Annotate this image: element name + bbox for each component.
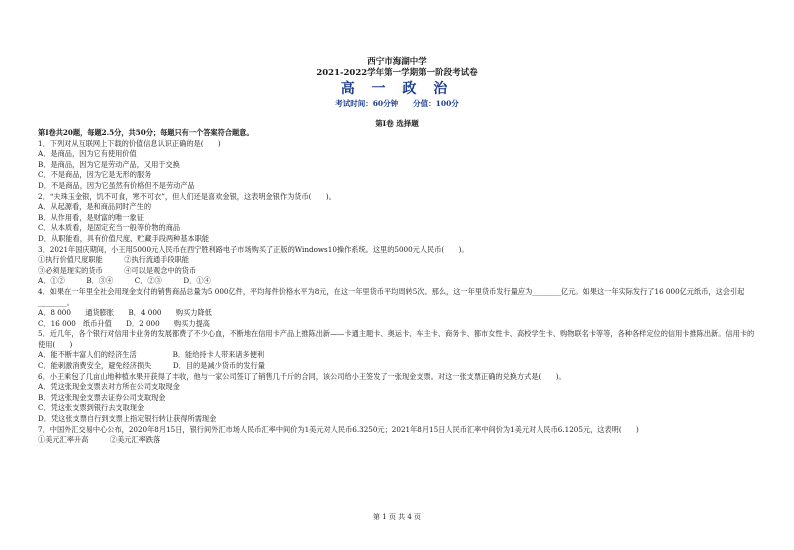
text-line: C．16 000 纸币升值 D．2 000 购买力提高 [38, 318, 210, 328]
school-name: 西宁市海湖中学 [367, 57, 427, 67]
text-line: D．凭这张支票自行到支票上指定银行转让获得所需现金 [38, 414, 217, 424]
text-line: 7．中国外汇交易中心公布，2020年8月15日，银行间外汇市场人民币汇率中间价为1美元对人民币6.3250元；2021年8月15日人民币汇率中间价为1美元对人民币6.1205元，这表明( ) [38, 424, 639, 434]
text-line: C．从本质看，是固定充当一般等价物的商品 [38, 223, 181, 233]
text-line: A．8 000 通货膨胀 B．4 000 购买力降低 [38, 308, 212, 318]
text-line: A．①② B．③④ C．②③ D．①④ [38, 276, 211, 286]
text-line: C．能刺激消费安全，避免经济损失 D．目的是减少货币的发行量 [38, 361, 265, 371]
text-line: A．能不断丰富人们的经济生活 B．能给持卡人带来诸多便利 [38, 350, 265, 360]
page-footer: 第 1 页 共 4 页 [372, 513, 422, 521]
text-line: B．是商品，因为它是劳动产品，又用于交换 [38, 159, 180, 169]
exam-title: 2021-2022学年第一学期第一阶段考试卷 [316, 68, 478, 78]
text-line: 2．“夫珠玉金银，饥不可食，寒不可衣”，但人们还是喜欢金银，这表明金银作为货币( )。 [38, 191, 336, 201]
text-line: 6．小王乘包了几亩山地种植水果开获得了丰收，他与一家公司签订了销售几千斤的合同，该公司给小王签发了一张现金支票。对这一张支票正确的兑换方式是( )。 [38, 371, 566, 381]
text-line: ③必须是现实的货币 ④可以是观念中的货币 [38, 265, 197, 275]
text-line: C．凭这张支票到银行去支取现金 [38, 403, 145, 413]
text-line: D．不是商品，因为它虽然有价格但不是劳动产品 [38, 180, 195, 190]
text-line: 5．近几年，各个银行对信用卡业务的发展都费了不少心血，不断地在信用卡产品上推陈出新——卡通主题卡、奥运卡、车主卡、商务卡、都市女性卡、高校学生卡、购物联名卡等等，各种各样定位的信用卡推陈出新。信用卡的使用( ) [38, 329, 755, 349]
question-body [38, 128, 760, 446]
instruction: 第Ⅰ卷共20题，每题2.5分，共50分；每题只有一个答案符合题意。 [38, 128, 254, 137]
text-line: B．凭这张现金支票去证券公司支取现金 [38, 392, 166, 402]
part-title: 第Ⅰ卷 选择题 [375, 119, 419, 128]
text-line: C．不是商品，因为它是无形的服务 [38, 170, 152, 180]
text-line: 4．如果在一年里全社会用现金支付的销售商品总量为5 000亿件，平均每件价格水平为8元，在这一年里货币平均周转5次。那么，这一年里货币发行量应为________亿元。如果这一年实际发行了16 000亿元纸币，这会引起________。 [38, 286, 745, 307]
text-line: ①执行价值尺度职能 ②执行流通手段职能 [38, 255, 189, 265]
subject-title: 高 一 政 治 [340, 81, 454, 97]
text-line: D．从职能看，具有价值尺度、贮藏手段两种基本职能 [38, 233, 210, 243]
text-line: ①美元汇率升高 ②美元汇率跌落 [38, 435, 161, 445]
text-line: B．从作用看，是财富的唯一象征 [38, 212, 144, 222]
text-line: 1．下列对从互联网上下载的价值信息认识正确的是( ) [38, 138, 221, 148]
text-line: A．从起源看，是和商品同时产生的 [38, 202, 152, 212]
text-line: A．是商品，因为它有使用价值 [38, 149, 137, 159]
text-line: 3．2021年国庆期间，小王用5000元人民币在西宁胜利路电子市场购买了正版的Windows10操作系统。这里的5000元人民币( )。 [38, 244, 469, 254]
text-line: A．凭这张现金支票去对方所在公司支取现金 [38, 382, 180, 392]
exam-meta: 考试时间：60分钟 分值：100分 [335, 99, 459, 108]
